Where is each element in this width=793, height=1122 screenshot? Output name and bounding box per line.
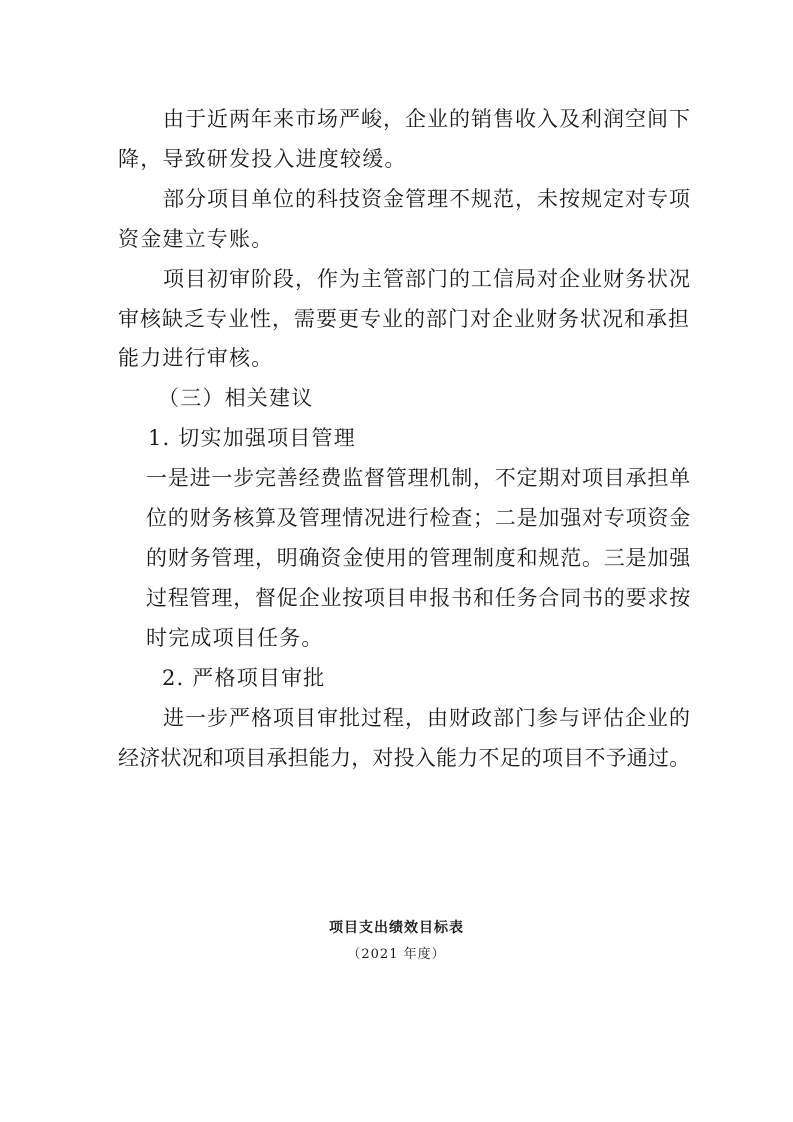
subsection-heading: 2. 严格项目审批 bbox=[162, 666, 326, 690]
paragraph-line: 过程管理，督促企业按项目申报书和任务合同书的要求按 bbox=[146, 586, 691, 610]
paragraph-line: 项目初审阶段，作为主管部门的工信局对企业财务状况 bbox=[163, 267, 691, 291]
paragraph-line: 时完成项目任务。 bbox=[146, 626, 324, 650]
paragraph-line: 位的财务核算及管理情况进行检查；二是加强对专项资金 bbox=[146, 506, 691, 530]
table-year: （2021 年度） bbox=[347, 947, 446, 962]
paragraph-line: 资金建立专账。 bbox=[118, 227, 274, 251]
paragraph-line: 能力进行审核。 bbox=[118, 346, 274, 370]
table-title: 项目支出绩效目标表 bbox=[329, 920, 464, 936]
paragraph-line: 部分项目单位的科技资金管理不规范，未按规定对专项 bbox=[163, 187, 691, 211]
section-heading: （三）相关建议 bbox=[158, 386, 314, 410]
paragraph-line: 审核缺乏专业性，需要更专业的部门对企业财务状况和承担 bbox=[118, 307, 690, 331]
paragraph-line: 一是进一步完善经费监督管理机制，不定期对项目承担单 bbox=[146, 466, 691, 490]
paragraph-line: 降，导致研发投入进度较缓。 bbox=[118, 147, 407, 171]
paragraph-line: 的财务管理，明确资金使用的管理制度和规范。三是加强 bbox=[146, 546, 691, 570]
paragraph-line: 进一步严格项目审批过程，由财政部门参与评估企业的 bbox=[163, 706, 691, 730]
subsection-heading: 1. 切实加强项目管理 bbox=[148, 426, 356, 450]
paragraph-line: 由于近两年来市场严峻，企业的销售收入及利润空间下 bbox=[163, 107, 691, 131]
paragraph-line: 经济状况和项目承担能力，对投入能力不足的项目不予通过。 bbox=[118, 746, 691, 770]
